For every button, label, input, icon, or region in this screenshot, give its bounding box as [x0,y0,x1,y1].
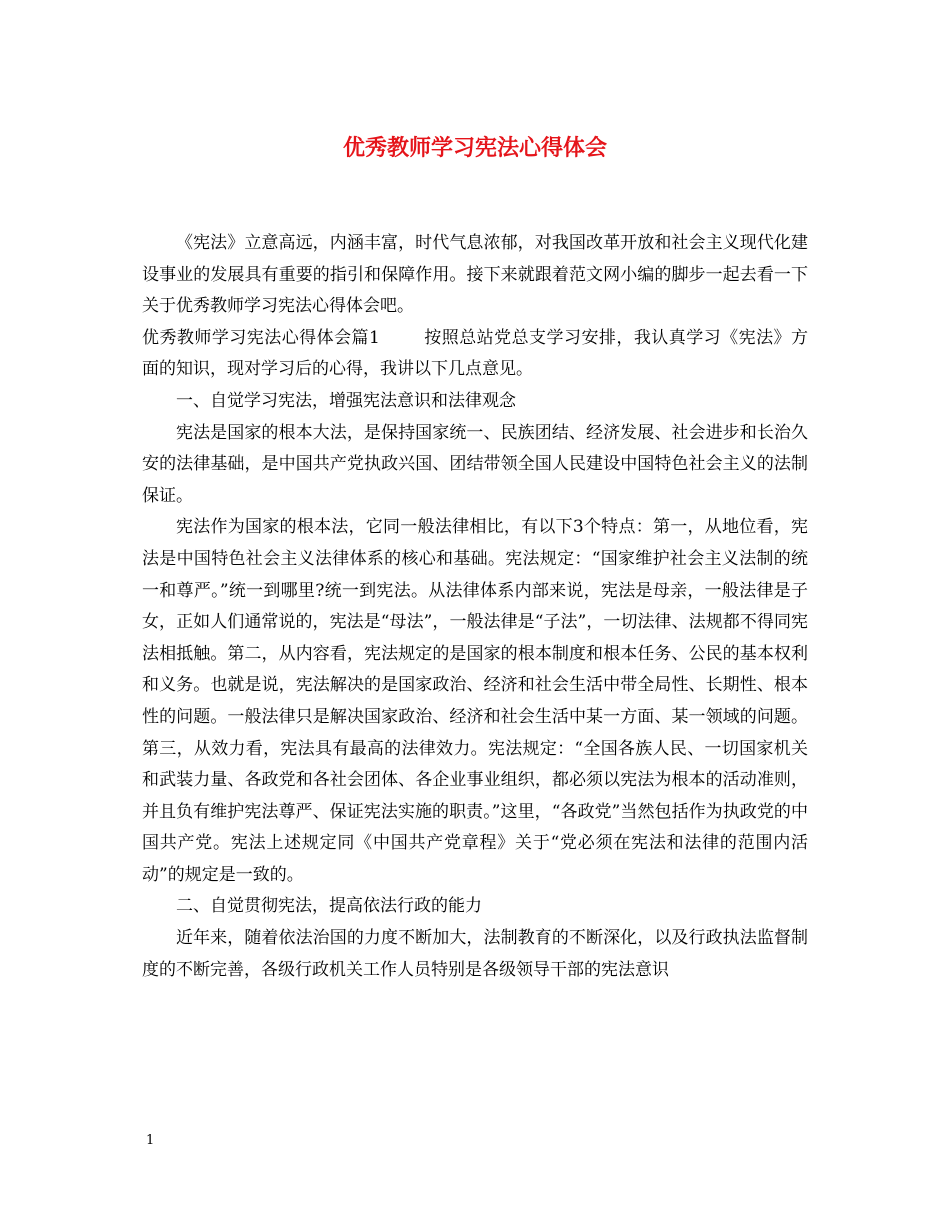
paragraph-one: 宪法是国家的根本大法，是保持国家统一、民族团结、经济发展、社会进步和长治久安的法律基础，是中国共产党执政兴国、团结带领全国人民建设中国特色社会主义的法制保证。 [142,422,808,506]
section-text: 按照总站党总支学习安排，我认真学习《宪法》方面的知识，现对学习后的心得，我讲以下几点意见。 [142,327,808,380]
document-body [142,228,808,986]
section-label: 优秀教师学习宪法心得体会篇1 [142,327,380,348]
heading-one: 一、自觉学习宪法，增强宪法意识和法律观念 [176,390,516,411]
heading-two: 二、自觉贯彻宪法，提高依法行政的能力 [176,896,482,917]
paragraph-two: 宪法作为国家的根本法，它同一般法律相比，有以下3个特点：第一，从地位看，宪法是中国特色社会主义法律体系的核心和基础。宪法规定：“国家维护社会主义法制的统一和尊严。”统一到哪里?统一到宪法。从法律体系内部来说，宪法是母亲，一般法律是子女，正如人们通常说的，宪法是“母法”，一般法律是“子法”，一切法律、法规都不得同宪法相抵触。第二，从内容看，宪法规定的是国家的根本制度和根本任务、公民的基本权利和义务。也就是说，宪法解决的是国家政治、经济和社会生活中带全局性、长期性、根本性的问题。一般法律只是解决国家政治、经济和社会生活中某一方面、某一领域的问题。第三，从效力看，宪法具有最高的法律效力。宪法规定：“全国各族人民、一切国家机关和武装力量、各政党和各社会团体、各企业事业组织，都必须以宪法为根本的活动准则，并且负有维护宪法尊严、保证宪法实施的职责。”这里，“各政党”当然包括作为执政党的中国共产党。宪法上述规定同《中国共产党章程》关于“党必须在宪法和法律的范围内活动”的规定是一致的。 [142,517,808,885]
page-number: 1 [146,1133,155,1148]
paragraph-three: 近年来，随着依法治国的力度不断加大，法制教育的不断深化，以及行政执法监督制度的不断完善，各级行政机关工作人员特别是各级领导干部的宪法意识 [142,928,808,980]
intro-paragraph: 《宪法》立意高远，内涵丰富，时代气息浓郁，对我国改革开放和社会主义现代化建设事业的发展具有重要的指引和保障作用。接下来就跟着范文网小编的脚步一起去看一下关于优秀教师学习宪法心得体会吧。 [142,233,808,317]
document-title: 优秀教师学习宪法心得体会 [342,135,607,161]
section-paragraph [142,323,808,386]
